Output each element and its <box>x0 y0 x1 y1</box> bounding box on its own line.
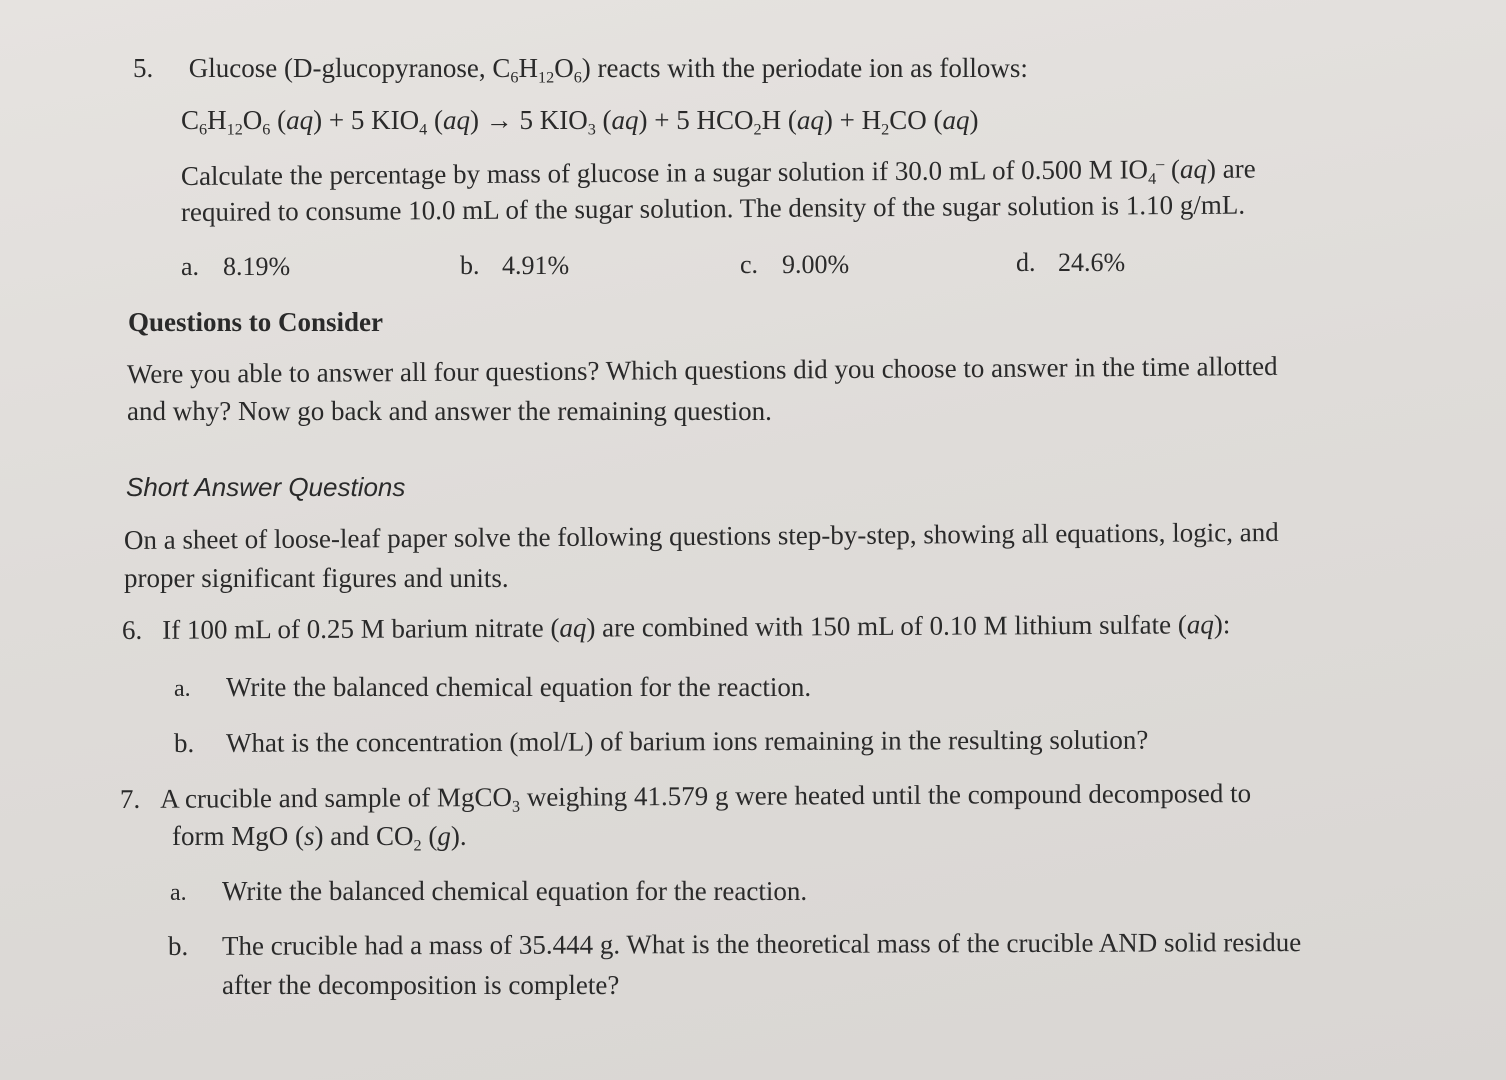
short-heading: Short Answer Questions <box>126 472 406 502</box>
q6-number: 6. <box>121 614 143 645</box>
consider-heading: Questions to Consider <box>128 307 384 337</box>
q7-number: 7. <box>119 783 141 814</box>
q6-part-b: b. What is the concentration (mol/L) of barium ions remaining in the resulting solution? <box>173 724 1149 758</box>
consider-line2: and why? Now go back and answer the remaining question. <box>127 396 772 426</box>
q5-intro: 5. Glucose (D-glucopyranose, $C_6H_{12}O_6$) reacts with the periodate ion as follows: <box>133 53 1028 87</box>
q7-part-b-line2: after the decomposition is complete? <box>222 970 620 1000</box>
q5-choice-a: a. 8.19% <box>181 252 291 281</box>
q5-choice-b: b. 4.91% <box>460 251 570 280</box>
short-line2: proper significant figures and units. <box>124 563 509 593</box>
q7-part-b-line1: b. The crucible had a mass of 35.444 g. What is the theoretical mass of the crucible AND solid residue <box>167 927 1302 961</box>
q5-prompt-line1: Calculate the percentage by mass of glucose in a sugar solution if 30.0 mL of 0.500 M $IO_4^-$ (aq) are <box>180 153 1256 191</box>
short-line1: On a sheet of loose-leaf paper solve the following questions step-by-step, showing all equations, logic, and <box>123 516 1279 555</box>
q5-number: 5. <box>133 53 154 83</box>
q5-prompt-line2: required to consume 10.0 mL of the sugar solution. The density of the sugar solution is 1.10 g/mL. <box>180 189 1246 227</box>
q5-equation: $C_6H_{12}O_6$ (aq) + 5 $KIO_4$ (aq) → 5 $KIO_3$ (aq) + 5 $HCO_2H$ $(aq) + H_2CO$ (aq) <box>181 105 979 139</box>
q7-prompt-line2: form MgO (s) and $CO_2$ (g). <box>172 821 467 855</box>
q7-part-a: a. Write the balanced chemical equation for the reaction. <box>170 876 808 906</box>
consider-line1: Were you able to answer all four questions? Which questions did you choose to answer in the time allotted <box>126 350 1278 389</box>
q6-part-a: a. Write the balanced chemical equation for the reaction. <box>174 672 812 702</box>
q5-choice-c: c. 9.00% <box>740 250 850 279</box>
q7-prompt-line1: 7. A crucible and sample of MgCO$_3$ weighing 41.579 g were heated until the compound decomposed to <box>119 778 1252 816</box>
q5-choice-d: d. 24.6% <box>1016 248 1126 277</box>
q6-prompt: 6. If 100 mL of 0.25 M barium nitrate (aq) are combined with 150 mL of 0.10 M lithium sulfate (aq): <box>121 609 1231 645</box>
